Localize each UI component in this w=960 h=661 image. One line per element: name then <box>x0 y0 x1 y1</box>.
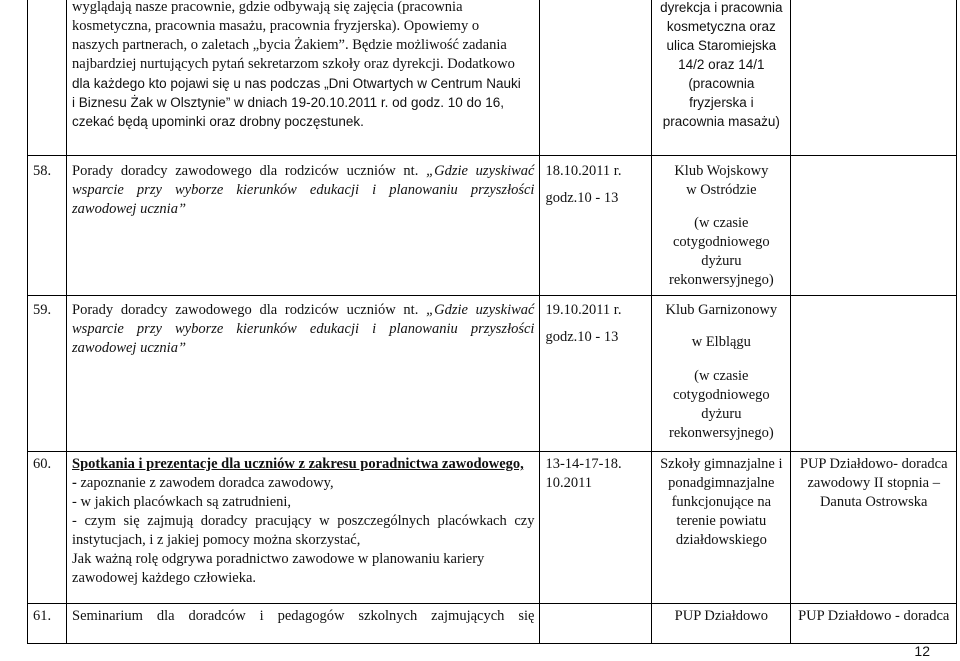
bullet-text: zapoznanie z zawodem doradca zawodowy, <box>76 475 334 491</box>
cell-description <box>67 604 540 644</box>
row-number: 61. <box>28 604 67 644</box>
cell-organizer <box>791 296 957 452</box>
desc-title-text: Spotkania i prezentacje dla uczniów z zakresu poradnictwa zawodowego, <box>72 456 524 472</box>
cell-organizer <box>791 156 957 296</box>
place-line: (w czasie <box>694 215 749 231</box>
desc-line: naszych partnerach, o zaletach „bycia Żakiem”. Będzie możliwość zadania <box>72 37 507 53</box>
cell-place <box>652 296 791 452</box>
desc-topic: „Gdzie uzyskiwać wsparcie przy wyborze kierunków edukacji i planowaniu przyszłości zawodowej ucznia” <box>72 302 535 356</box>
cell-organizer: PUP Działdowo- doradca zawodowy II stopnia –Danuta Ostrowska <box>791 452 957 604</box>
place-line: fryzjerska i <box>689 95 754 110</box>
place-line: kosmetyczna oraz <box>666 19 776 34</box>
table-row-continuation <box>28 0 957 156</box>
cell-description <box>67 296 540 452</box>
place-line: cotygodniowego <box>673 387 770 403</box>
desc-line: najbardziej nurtujących pytań sekretarzom szkoły oraz dyrekcji. Dodatkowo <box>72 56 515 72</box>
place-line: w Elblągu <box>691 334 751 350</box>
desc-bullet: - czym się zajmują doradcy pracujący w poszczególnych placówkach czy instytucjach, i z jakiej pomocy można skorzystać, <box>72 513 535 548</box>
place-line: (pracownia <box>688 76 755 91</box>
place-line: dyrekcja i pracownia <box>660 0 783 15</box>
desc-line: dla każdego kto pojawi się u nas podczas „Dni Otwartych w Centrum Nauki <box>72 76 521 91</box>
cell-date <box>540 0 652 156</box>
events-table <box>27 0 957 644</box>
event-date: 18.10.2011 r. <box>545 163 622 179</box>
event-dates: 10.2011 <box>545 475 593 491</box>
cell-date <box>540 156 652 296</box>
desc-line: i Biznesu Żak w Olsztynie” w dniach 19-20.10.2011 r. od godz. 10 do 16, <box>72 95 505 110</box>
desc-topic: „Gdzie uzyskiwać wsparcie przy wyborze kierunków edukacji i planowaniu przyszłości zawodowej ucznia” <box>72 163 535 217</box>
cell-description <box>67 452 540 604</box>
place-line: rekonwersyjnego) <box>668 425 774 441</box>
row-number: 60. <box>28 452 67 604</box>
desc-line: kosmetyczna, pracownia masażu, pracownia fryzjerska). Opowiemy o <box>72 18 480 34</box>
desc-bullet: - w jakich placówkach są zatrudnieni, <box>72 494 292 510</box>
desc-text: Seminarium dla doradców i pedagogów szkolnych zajmujących się <box>72 608 535 624</box>
event-hours: godz.10 - 13 <box>545 190 619 206</box>
place-line: ulica Staromiejska <box>666 38 777 53</box>
desc-line: wyglądają nasze pracownie, gdzie odbywają się zajęcia (pracownia <box>72 0 463 15</box>
row-number: 59. <box>28 296 67 452</box>
cell-description <box>67 0 540 156</box>
desc-closing: Jak ważną rolę odgrywa poradnictwo zawodowe w planowaniu kariery zawodowej każdego człowieka. <box>72 551 485 586</box>
table-row-58 <box>28 156 957 296</box>
event-dates: 13-14-17-18. <box>545 456 622 472</box>
desc-text: Porady doradcy zawodowego dla rodziców uczniów nt. <box>72 163 427 179</box>
desc-text: Porady doradcy zawodowego dla rodziców uczniów nt. <box>72 302 427 318</box>
bullet-dash: - <box>72 475 77 491</box>
desc-line: czekać będą upominki oraz drobny poczęstunek. <box>72 114 364 129</box>
cell-num <box>28 0 67 156</box>
table-row-59 <box>28 296 957 452</box>
cell-date <box>540 452 652 604</box>
event-date: 19.10.2011 r. <box>545 302 622 318</box>
cell-place <box>652 0 791 156</box>
place-line: pracownia masażu) <box>662 114 780 129</box>
cell-organizer <box>791 0 957 156</box>
table-row-60 <box>28 452 957 604</box>
page-number: 12 <box>914 643 930 659</box>
table-row-61 <box>28 604 957 644</box>
cell-place: PUP Działdowo <box>652 604 791 644</box>
place-line: w Ostródzie <box>686 182 757 198</box>
desc-title <box>72 455 534 474</box>
event-hours: godz.10 - 13 <box>545 329 619 345</box>
cell-place: Szkoły gimnazjalne i ponadgimnazjalne funkcjonujące na terenie powiatu działdowskiego <box>652 452 791 604</box>
place-line: 14/2 oraz 14/1 <box>678 57 765 72</box>
place-line: dyżuru <box>701 253 742 269</box>
desc-bullet <box>72 474 534 493</box>
cell-organizer: PUP Działdowo - doradca <box>791 604 957 644</box>
cell-date <box>540 296 652 452</box>
cell-place <box>652 156 791 296</box>
place-line: Klub Garnizonowy <box>665 302 778 318</box>
place-line: cotygodniowego <box>673 234 770 250</box>
place-line: Klub Wojskowy <box>674 163 769 179</box>
place-line: (w czasie <box>694 368 749 384</box>
place-line: dyżuru <box>701 406 742 422</box>
cell-description <box>67 156 540 296</box>
cell-date <box>540 604 652 644</box>
row-number: 58. <box>28 156 67 296</box>
place-line: rekonwersyjnego) <box>668 272 774 288</box>
